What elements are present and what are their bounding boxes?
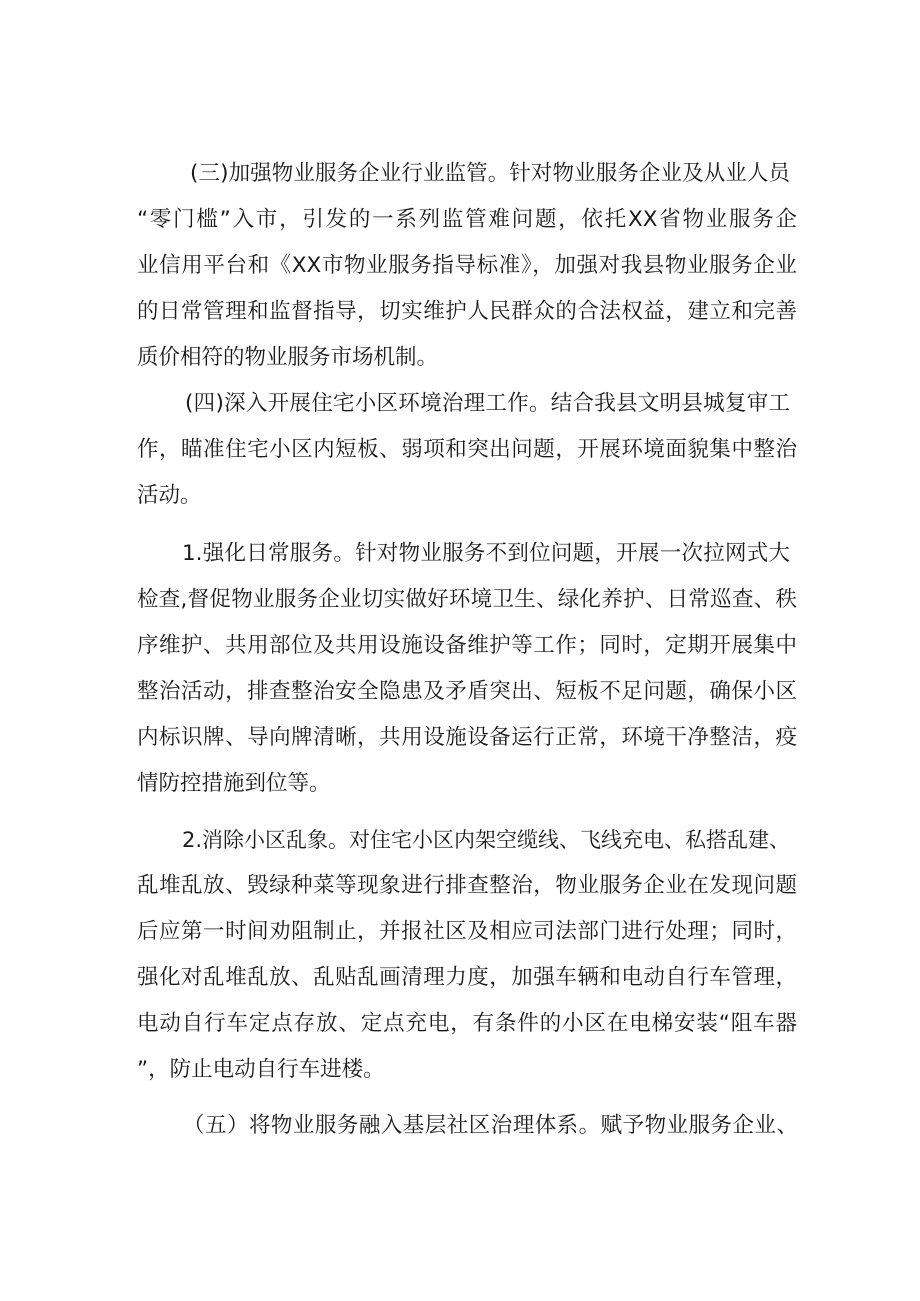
paragraph-line: 质价相符的物业服务市场机制。 [137, 345, 439, 370]
paragraph-line: 业信用平台和《XX市物业服务指导标准》，加强对我县物业服务企业 [137, 253, 797, 278]
paragraph-line: 整治活动，排查整治安全隐患及矛盾突出、短板不足问题，确保小区 [137, 679, 797, 704]
paragraph-line: 活动。 [137, 483, 202, 508]
item-1-heading-line: 1.强化日常服务。针对物业服务不到位问题，开展一次拉网式大 [182, 541, 790, 566]
paragraph-line: 的日常管理和监督指导，切实维护人民群众的合法权益，建立和完善 [137, 299, 797, 324]
section-3-heading-line: (三)加强物业服务企业行业监管。针对物业服务企业及从业人员 [190, 161, 790, 186]
paragraph-line: 乱堆乱放、毁绿种菜等现象进行排查整治，物业服务企业在发现问题 [137, 873, 797, 898]
paragraph-line: 后应第一时间劝阻制止，并报社区及相应司法部门进行处理；同时， [137, 919, 797, 944]
section-5-heading-line: （五）将物业服务融入基层社区治理体系。赋予物业服务企业、 [183, 1113, 798, 1138]
paragraph-line: 检查,督促物业服务企业切实做好环境卫生、绿化养护、日常巡查、秩 [137, 587, 797, 612]
paragraph-line: 情防控措施到位等。 [137, 771, 331, 796]
paragraph-line: 电动自行车定点存放、定点充电，有条件的小区在电梯安装“阻车器 [137, 1011, 797, 1036]
paragraph-line: 强化对乱堆乱放、乱贴乱画清理力度，加强车辆和电动自行车管理， [137, 965, 797, 990]
paragraph-line: “零门槛”入市，引发的一系列监管难问题，依托XX省物业服务企 [137, 207, 797, 232]
paragraph-line: 作，瞄准住宅小区内短板、弱项和突出问题，开展环境面貌集中整治 [137, 437, 797, 462]
paragraph-line: ”，防止电动自行车进楼。 [137, 1057, 385, 1082]
paragraph-line: 内标识牌、导向牌清晰，共用设施设备运行正常，环境干净整洁，疫 [137, 725, 797, 750]
item-2-heading-line: 2.消除小区乱象。对住宅小区内架空缆线、飞线充电、私搭乱建、 [182, 828, 791, 852]
paragraph-line: 序维护、共用部位及共用设施设备维护等工作；同时，定期开展集中 [137, 633, 797, 658]
section-4-heading-line: (四)深入开展住宅小区环境治理工作。结合我县文明县城复审工 [185, 391, 790, 416]
